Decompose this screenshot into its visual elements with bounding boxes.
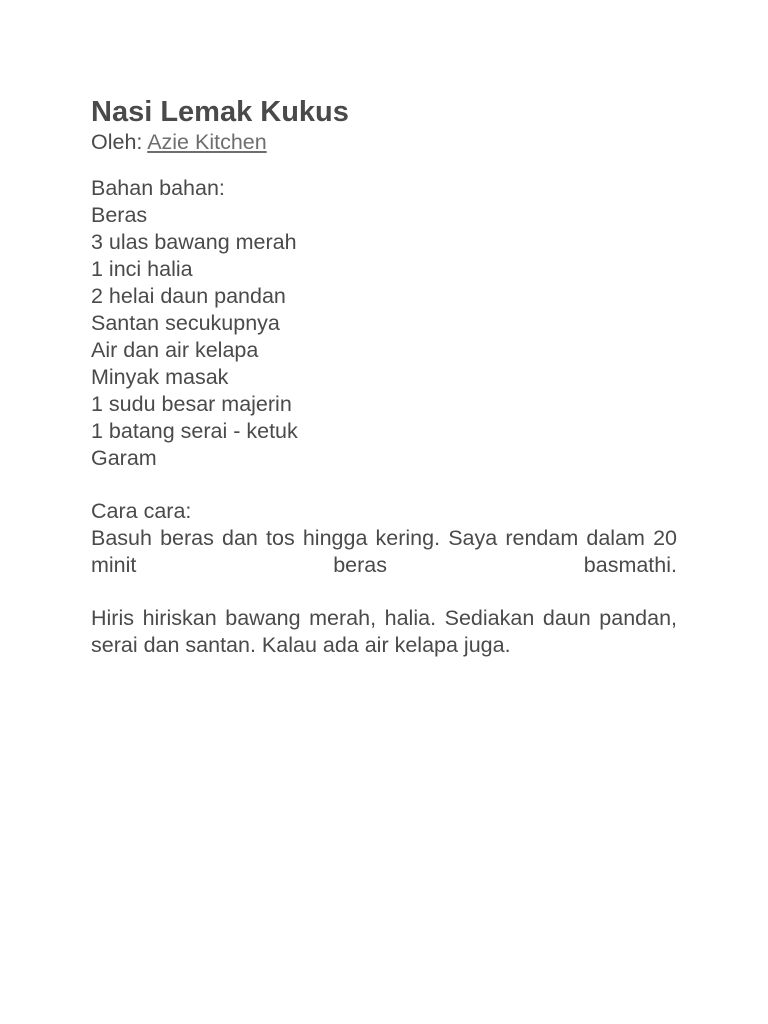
ingredient-item: 3 ulas bawang merah bbox=[91, 230, 297, 254]
method-step: Basuh beras dan tos hingga kering. Saya rendam dalam 20 minit beras basmathi. bbox=[91, 526, 677, 577]
author-link[interactable]: Azie Kitchen bbox=[147, 130, 267, 154]
recipe-title: Nasi Lemak Kukus bbox=[91, 96, 349, 128]
ingredient-item: 1 batang serai - ketuk bbox=[91, 419, 298, 443]
byline-prefix: Oleh: bbox=[91, 130, 143, 154]
ingredient-item: 1 inci halia bbox=[91, 257, 193, 281]
section-spacer bbox=[91, 472, 677, 498]
method-step: Hiris hiriskan bawang merah, halia. Sediakan daun pandan, serai dan santan. Kalau ada air kelapa juga. bbox=[91, 606, 677, 657]
ingredient-item: 2 helai daun pandan bbox=[91, 284, 286, 308]
method-heading: Cara cara: bbox=[91, 499, 192, 523]
ingredient-item: Santan secukupnya bbox=[91, 311, 280, 335]
ingredient-item: 1 sudu besar majerin bbox=[91, 392, 292, 416]
byline bbox=[91, 129, 677, 156]
recipe-content bbox=[91, 95, 677, 659]
ingredient-item: Air dan air kelapa bbox=[91, 338, 259, 362]
paragraph-spacer bbox=[91, 579, 677, 605]
ingredient-item: Beras bbox=[91, 203, 148, 227]
ingredients-list bbox=[91, 202, 677, 472]
ingredient-item: Minyak masak bbox=[91, 365, 229, 389]
ingredients-heading: Bahan bahan: bbox=[91, 176, 225, 200]
ingredient-item: Garam bbox=[91, 446, 157, 470]
